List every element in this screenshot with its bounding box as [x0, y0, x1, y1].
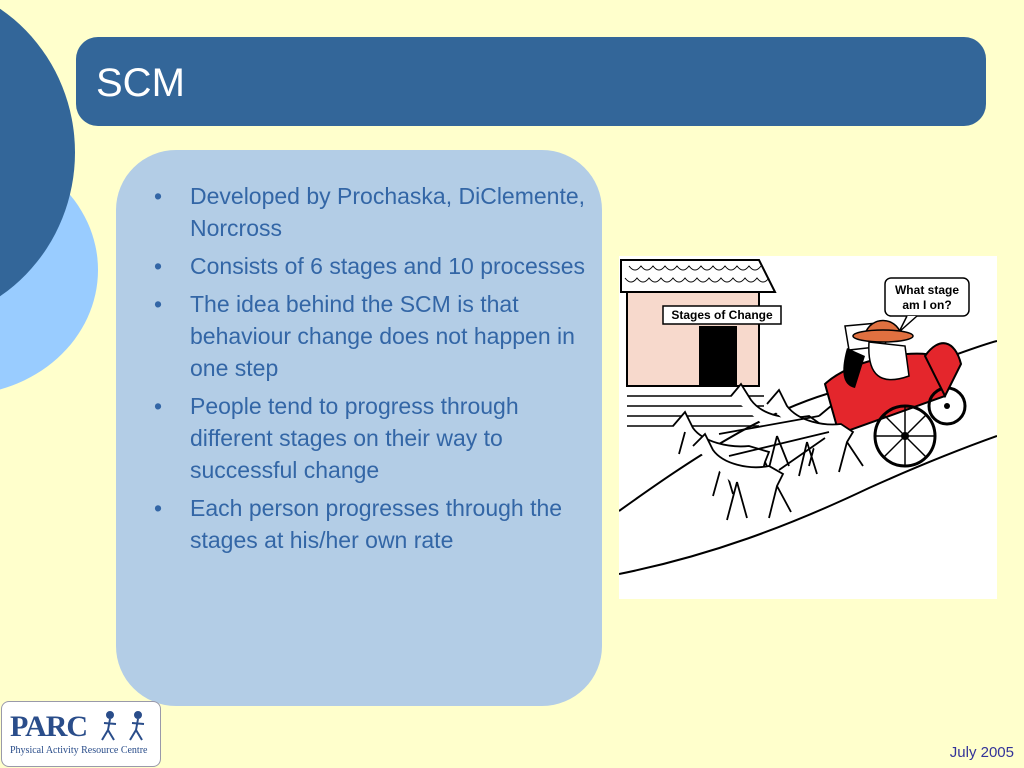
speech-bubble: [885, 278, 969, 332]
bullet-marker: •: [154, 253, 163, 279]
bullet-text: The idea behind the SCM is that behaviour change does not happen in one step: [190, 291, 575, 381]
bullet-list: [150, 180, 590, 562]
bullet-text: Each person progresses through the stages at his/her own rate: [190, 495, 563, 553]
bullet-item: [150, 390, 590, 486]
stages-of-change-cartoon: [619, 256, 997, 599]
footer-date: July 2005: [949, 744, 1014, 761]
content-box: [116, 150, 602, 706]
bullet-marker: •: [154, 393, 163, 419]
title-bar: [76, 37, 986, 126]
bullet-marker: •: [154, 183, 163, 209]
slide-title: SCM: [96, 61, 185, 105]
sign-text: Stages of Change: [671, 308, 773, 322]
cartoon-illustration: [619, 256, 997, 599]
running-figures-icon: [96, 710, 156, 746]
bullet-item: [150, 250, 590, 282]
logo-wordmark: PARC: [10, 710, 88, 743]
bullet-item: [150, 288, 590, 384]
logo-subtitle: Physical Activity Resource Centre: [10, 745, 148, 756]
bullet-text: People tend to progress through different stages on their way to successful change: [190, 393, 519, 483]
bullet-text: Developed by Prochaska, DiClemente, Norcross: [190, 183, 586, 241]
speech-line-1: What stage: [894, 283, 960, 297]
bullet-text: Consists of 6 stages and 10 processes: [190, 253, 586, 279]
stages-of-change-sign: [663, 306, 781, 324]
bullet-marker: •: [154, 495, 163, 521]
speech-line-2: am I on?: [902, 298, 952, 312]
parc-logo: [1, 701, 161, 767]
bullet-item: [150, 180, 590, 244]
bullet-item: [150, 492, 590, 556]
bullet-marker: •: [154, 291, 163, 317]
